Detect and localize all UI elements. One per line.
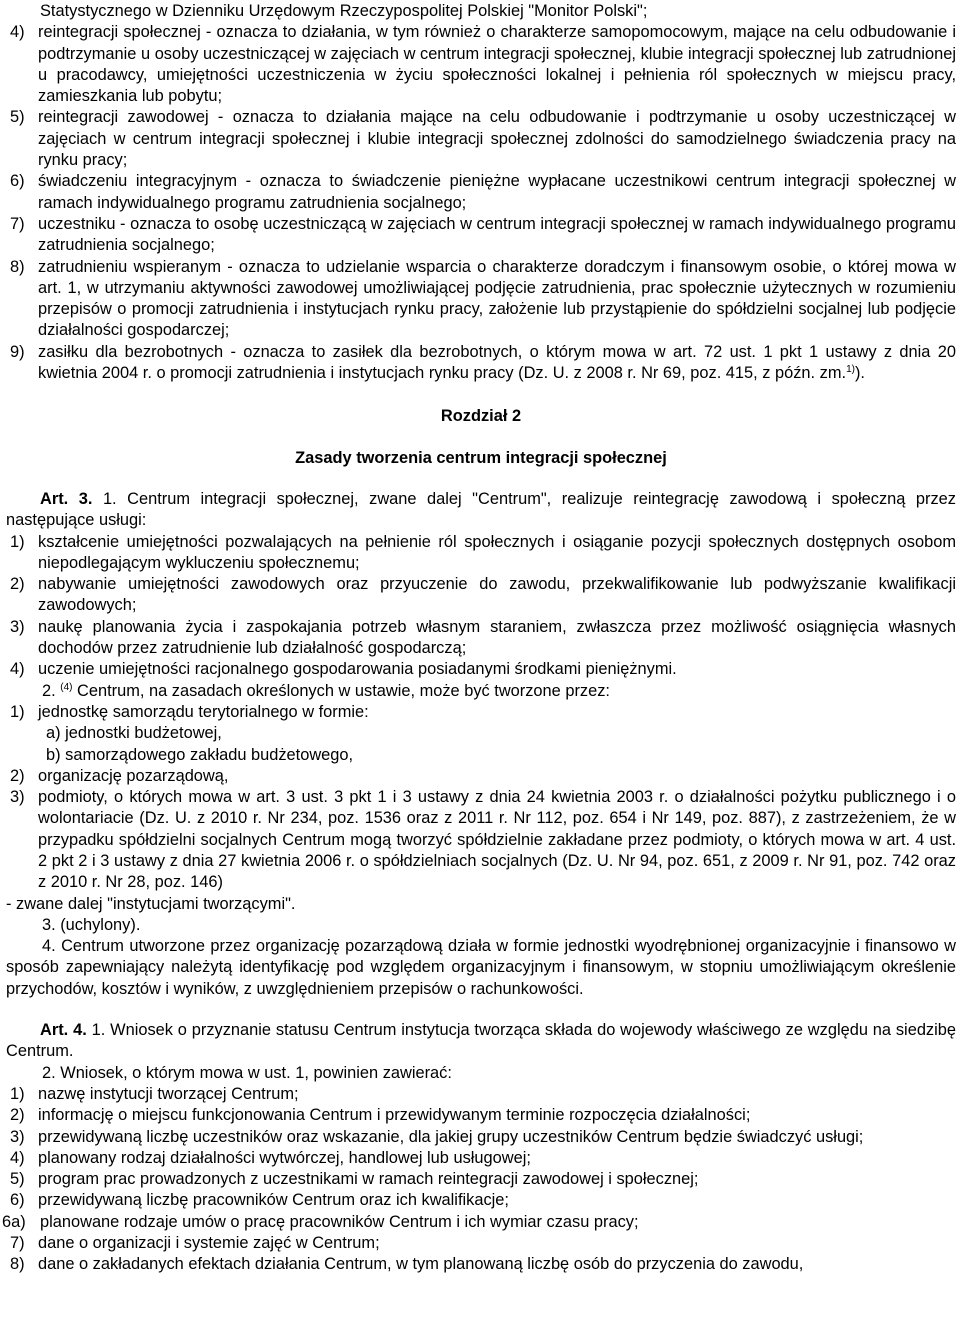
definition-item: [6, 107, 956, 171]
item-number: 7): [10, 214, 25, 233]
item-text: podmioty, o których mowa w art. 3 ust. 3 pkt 1 i 3 ustawy z dnia 24 kwietnia 2003 r. o działalności pożytku publicznego i o wolontariacie (Dz. U. z 2010 r. Nr 234, poz. 1536 oraz z 2011 r. Nr 112, poz. 654 i Nr 149, poz. 887), z zastrzeżeniem, że w przypadku spółdzielni socjalnych Centrum mogą tworzyć spółdzielnie zakładane przez podmioty, o których mowa w art. 4 ust. 2 pkt 2 i 3 ustawy z dnia 27 kwietnia 2006 r. o spółdzielniach socjalnych (Dz. U. Nr 94, poz. 651, z 2009 r. Nr 91, poz. 742 oraz z 2010 r. Nr 28, poz. 146): [38, 788, 956, 892]
item-number: 2): [10, 575, 25, 594]
definition-item: [6, 22, 956, 107]
item-number: 4): [10, 23, 25, 42]
article-4-paragraph-2: 2. Wniosek, o którym mowa w ust. 1, powinien zawierać:: [42, 1063, 452, 1082]
item-text: program prac prowadzonych z uczestnikami w ramach reintegracji zawodowej i społecznej;: [38, 1170, 699, 1189]
definition-item: [6, 171, 956, 214]
application-item: [6, 1190, 956, 1211]
article-label: Art. 4.: [40, 1021, 87, 1040]
item-text: zasiłku dla bezrobotnych - oznacza to zasiłek dla bezrobotnych, o którym mowa w art. 72 ust. 1 pkt 1 ustawy z dnia 20 kwietnia 2004 r. o promocji zatrudnienia i instytucjach rynku pracy (Dz. U. z 2008 r. Nr 69, poz. 415, z późn. zm.: [38, 342, 956, 383]
article-3-paragraph-4: 4. Centrum utworzone przez organizację pozarządową działa w formie jednostki wyodrębnionej organizacyjnie i finansowo w sposób zapewniający należytą identyfikację pod względem organizacyjnym i finansowym, w stopniu umożliwiającym określenie przychodów, kosztów i wyników, z uwzględnieniem przepisów o rachunkowości.: [6, 937, 956, 998]
paragraph-text: Centrum, na zasadach określonych w ustawie, może być tworzone przez:: [72, 681, 610, 700]
item-number: 1): [10, 702, 25, 721]
application-item: [6, 1233, 956, 1254]
text-line: Statystycznego w Dzienniku Urzędowym Rzeczypospolitej Polskiej "Monitor Polski";: [40, 2, 648, 20]
item-text: uczestniku - oznacza to osobę uczestniczącą w zajęciach w centrum integracji społecznej w ramach indywidualnego programu zatrudnienia socjalnego;: [38, 214, 956, 255]
item-text: uczenie umiejętności racjonalnego gospodarowania posiadanymi środkami pieniężnymi.: [38, 660, 677, 679]
application-item: [6, 1084, 956, 1105]
application-item: [6, 1105, 956, 1126]
item-text: świadczeniu integracyjnym - oznacza to świadczenie pieniężne wypłacane uczestnikowi centrum integracji społecznej w ramach indywidualnego programu zatrudnienia socjalnego;: [38, 172, 956, 212]
item-number: 8): [10, 257, 25, 276]
application-item: [6, 1148, 956, 1169]
application-item: [6, 1169, 956, 1190]
item-text: zatrudnieniu wspieranym - oznacza to udzielanie wsparcia o charakterze doradczym i finansowym osobie, o której mowa w art. 1, w utrzymaniu aktywności zawodowej umożliwiającej podjęcie zatrudnienia, prac społecznie użytecznych w rozumieniu przepisów o promocji zatrudnienia i instytucjach rynku pracy, założenie lub przystąpienie do spółdzielni socjalnej lub podjęcie działalności gospodarczej;: [38, 257, 956, 340]
creator-tail: - zwane dalej "instytucjami tworzącymi".: [6, 894, 296, 913]
definition-item: [6, 214, 956, 257]
footnote-ref: 1): [846, 364, 855, 376]
article-3-paragraph-3: 3. (uchylony).: [42, 915, 141, 934]
item-number: 6): [10, 172, 25, 191]
paragraph-number: 2.: [42, 681, 56, 700]
item-number: 3): [10, 788, 25, 807]
creator-item: [6, 702, 956, 723]
item-number: 4): [10, 660, 25, 679]
article-3: [6, 489, 956, 1000]
item-text: dane o zakładanych efektach działania Centrum, w tym planowaną liczbę osób do przyczenia do zawodu,: [38, 1255, 804, 1274]
item-number: 6a): [2, 1212, 26, 1231]
item-number: 5): [10, 108, 25, 127]
creator-subitem: a) jednostki budżetowej,: [46, 724, 222, 743]
item-text: planowany rodzaj działalności wytwórczej, handlowej lub usługowej;: [38, 1148, 531, 1167]
definitions-section: [6, 0, 956, 384]
item-number: 3): [10, 1127, 25, 1146]
item-text-end: ).: [854, 364, 865, 383]
paragraph-text: 1. Centrum integracji społecznej, zwane dalej "Centrum", realizuje reintegrację zawodową i społeczną przez następujące usługi:: [6, 489, 956, 530]
item-number: 5): [10, 1170, 25, 1189]
service-item: [6, 659, 956, 680]
article-3-paragraph-1: [6, 489, 956, 532]
item-text: przewidywaną liczbę uczestników oraz wskazanie, dla jakiej grupy uczestników Centrum będzie świadczyć usługi;: [38, 1127, 864, 1146]
item-number: 2): [10, 1106, 25, 1125]
item-text: organizację pozarządową,: [38, 766, 229, 785]
chapter-title: Rozdział 2: [440, 407, 522, 426]
item-text: reintegracji zawodowej - oznacza to działania mające na celu odbudowanie i podtrzymanie u osoby uczestniczącej w zajęciach w centrum integracji społecznej i klubie integracji społecznej zdolności do samodzielnego świadczenia pracy na rynku pracy;: [38, 108, 956, 170]
chapter-subtitle: Zasady tworzenia centrum integracji społecznej: [295, 448, 667, 467]
item-number: 3): [10, 617, 25, 636]
application-item: [6, 1127, 956, 1148]
item-text: nabywanie umiejętności zawodowych oraz przyuczenie do zawodu, przekwalifikowanie lub podwyższanie kwalifikacji zawodowych;: [38, 575, 956, 615]
item-number: 6): [10, 1191, 25, 1210]
item-number: 4): [10, 1148, 25, 1167]
item-text: planowane rodzaje umów o pracę pracowników Centrum i ich wymiar czasu pracy;: [40, 1212, 639, 1231]
item-text: dane o organizacji i systemie zajęć w Centrum;: [38, 1234, 380, 1253]
article-3-paragraph-2: [6, 681, 956, 702]
item-number: 1): [10, 1084, 25, 1103]
item-text: przewidywaną liczbę pracowników Centrum oraz ich kwalifikacje;: [38, 1191, 509, 1210]
application-item: [2, 1212, 956, 1233]
service-item: [6, 574, 956, 617]
application-item: [6, 1254, 956, 1275]
creator-subitem: b) samorządowego zakładu budżetowego,: [46, 745, 354, 764]
article-4-paragraph-1: [6, 1020, 956, 1063]
item-text: nazwę instytucji tworzącej Centrum;: [38, 1084, 299, 1103]
definition-item: [6, 257, 956, 342]
item-text: jednostkę samorządu terytorialnego w formie:: [38, 702, 369, 721]
item-number: 8): [10, 1255, 25, 1274]
service-item: [6, 617, 956, 660]
creator-item: [6, 766, 956, 787]
item-text: informację o miejscu funkcjonowania Centrum i przewidywanym terminie rozpoczęcia działalności;: [38, 1106, 751, 1125]
item-text: kształcenie umiejętności pozwalających na pełnienie ról społecznych i osiąganie pozycji społecznych dostępnych osobom niepodlegającym wykluczeniu społecznemu;: [38, 532, 956, 572]
paragraph-text: 1. Wniosek o przyznanie statusu Centrum instytucja tworząca składa do wojewody właściwego ze względu na siedzibę Centrum.: [6, 1021, 957, 1061]
creator-item: [6, 787, 956, 893]
item-number: 7): [10, 1234, 25, 1253]
service-item: [6, 532, 956, 575]
item-number: 1): [10, 532, 25, 551]
article-4: [2, 1020, 957, 1276]
article-label: Art. 3.: [40, 489, 93, 508]
item-text: reintegracji społecznej - oznacza to działania, w tym również o charakterze samopomocowym, mające na celu odbudowanie i podtrzymanie u osoby uczestniczącej w zajęciach w centrum integracji społecznej, klubie integracji społecznej lub zatrudnionej u pracodawcy, umiejętności uczestniczenia w życiu społeczności lokalnej i pełnienia ról społecznych w miejscu pracy, zamieszkania lub pobytu;: [38, 23, 956, 106]
item-number: 9): [10, 342, 25, 361]
application-contents-list: [2, 1084, 956, 1276]
item-text: naukę planowania życia i zaspokajania potrzeb własnym staraniem, zwłaszcza przez możliwość osiągnięcia własnych dochodów przez zatrudnienie lub działalność gospodarczą;: [38, 617, 956, 658]
item-number: 2): [10, 766, 25, 785]
footnote-ref: (4): [60, 681, 73, 693]
definition-item: [6, 342, 956, 385]
